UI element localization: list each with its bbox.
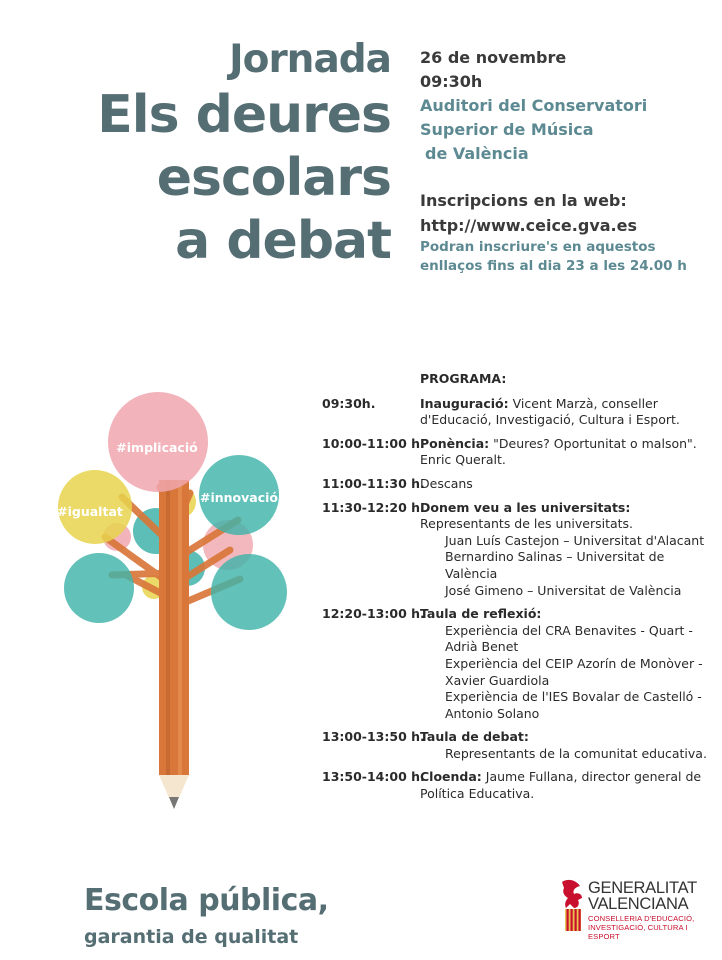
program-item [322,476,714,493]
program-item-text: Descans [420,475,473,491]
pencil-body [159,480,189,775]
event-time: 09:30h [420,72,483,91]
program [322,371,714,810]
registration-note-2: enllaços fins al dia 23 a les 24.00 h [420,258,687,274]
event-venue-2: Superior de Música [420,120,594,139]
program-item-time: 12:20-13:00 h. [322,606,425,622]
event-info [420,46,710,276]
program-item-desc [420,476,714,493]
logo-name-line-2: VALENCIANA [588,895,689,913]
title-line-1: Jornada [229,37,391,82]
program-item-text: Jaume Fullana, director general de Política Educativa. [420,769,702,802]
logo-subtitle [588,914,708,941]
program-item-desc [420,769,714,802]
program-item-time: 13:50-14:00 h. [322,769,425,785]
generalitat-crest-icon [558,878,586,934]
event-title [31,36,391,273]
program-item [322,769,714,802]
circle-bottom-left [64,553,134,623]
logo-name-line-1: GENERALITAT [588,879,697,897]
program-item-label: Ponència: [420,435,490,451]
pencil-lead [169,797,179,809]
title-line-3: escolars [156,148,391,208]
program-item-time: 10:00-11:00 h. [322,435,425,451]
program-item-sub: Juan Luís Castejon – Universitat d'Alacant [445,532,705,548]
footer-title: Escola pública, [84,883,329,918]
program-item-sub: Experiència del CEIP Azorín de Monòver - Xavier Guardiola [445,655,703,688]
event-date: 26 de novembre [420,48,567,67]
tree-illustration [40,385,320,825]
program-title: PROGRAMA: [420,371,507,386]
event-venue-1: Auditori del Conservatori [420,96,648,115]
program-item-label: Taula de reflexió: [420,606,542,622]
tag-igualtat: #igualtat [57,504,123,519]
registration-heading: Inscripcions en la web: [420,191,627,210]
program-item-sub: Experiència de l'IES Bovalar de Castelló - Antonio Solano [445,689,702,721]
logo-sub-line-1: CONSELLERIA D'EDUCACIÓ, [588,914,695,923]
program-item-desc [420,500,714,600]
registration-note-1: Podran inscriure's en aquestos [420,239,656,255]
program-item-sub: Bernardino Salinas – Universitat de València [445,549,665,581]
program-item-label: Taula de debat: [420,729,529,745]
program-item-time: 11:00-11:30 h. [322,475,425,491]
program-item [322,500,714,600]
logo-sub-line-2: INVESTIGACIÓ, CULTURA I ESPORT [588,923,688,941]
program-item [322,436,714,469]
program-item-text: Vicent Marzà, conseller d'Educació, Investigació, Cultura i Esport. [420,395,680,428]
program-item [322,396,714,429]
title-line-4: a debat [175,211,391,271]
circle-bottom-right [211,554,287,630]
tag-innovacio: #innovació [199,490,279,505]
program-item-time: 13:00-13:50 h. [322,729,425,745]
program-item-sub: José Gimeno – Universitat de València [445,582,682,598]
program-item-text: "Deures? Oportunitat o malson". Enric Queralt. [420,435,697,468]
program-item-time: 09:30h. [322,395,376,411]
program-item-desc [420,729,714,762]
program-item-desc [420,436,714,469]
tag-implicacio: #implicació [116,440,198,455]
registration-url[interactable]: http://www.ceice.gva.es [420,216,637,235]
program-item-desc [420,396,714,429]
program-item-label: Cloenda: [420,769,482,785]
program-item-text: Representants de les universitats. [420,516,634,532]
footer-subtitle: garantia de qualitat [84,926,299,948]
program-item-sub: Representants de la comunitat educativa. [445,745,707,761]
event-venue-3: de València [425,144,529,163]
title-line-2: Els deures [97,85,391,145]
program-item [322,729,714,762]
program-item-time: 11:30-12:20 h. [322,499,425,515]
program-item-sub: Experiència del CRA Benavites - Quart - Adrià Benet [445,622,693,655]
program-item-label: Inauguració: [420,395,509,411]
logo-name [588,880,697,912]
program-item-desc [420,606,714,722]
program-list [322,396,714,803]
program-item [322,606,714,722]
generalitat-logo [558,878,708,941]
program-item-label: Donem veu a les universitats: [420,499,631,515]
